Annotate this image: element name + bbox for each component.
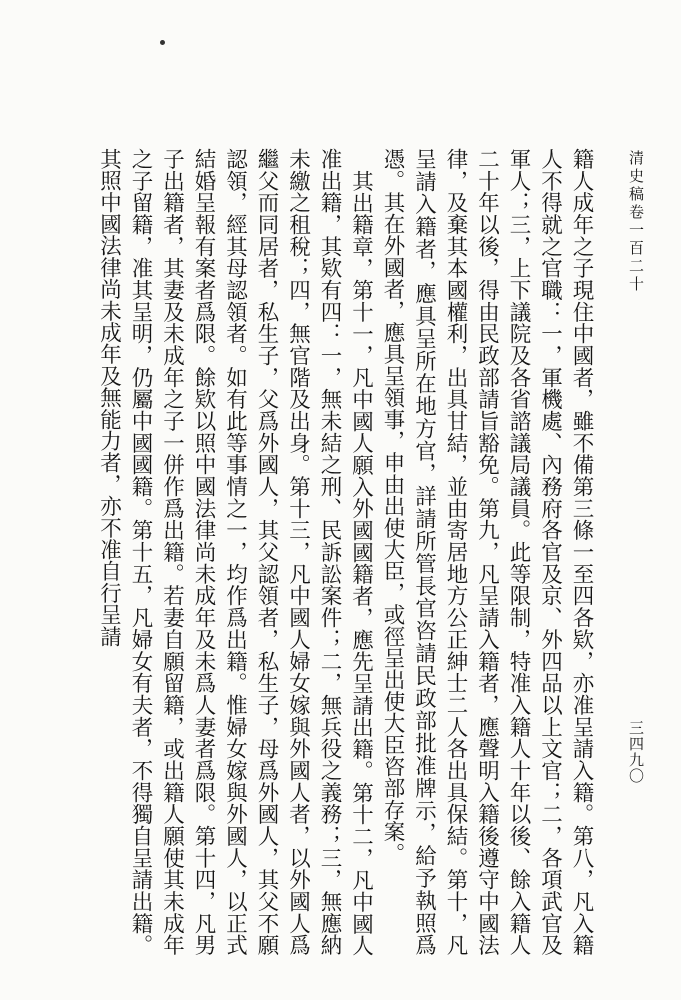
running-head: 清史稿卷一百二十 [627,150,645,294]
paragraph-naturalization: 籍人成年之子現住中國者，雖不備第三條一至四各欵，亦准呈請入籍。第八，凡入籍人不得就之官職：一，軍機處、內務府各官及京、外四品以上文官；二，各項武官及軍人；三，上下議院及各省諮議局議員。此等限制，特准入籍人十年以後、餘入籍人二十年以後，得由民政部請旨豁免。第九，凡呈請入籍者，應聲明入籍後遵守中國法律，及棄其本國權利，出具甘結，並由寄居地方公正紳士二人各出具保結。第十，凡呈請入籍者，應具呈所在地方官，詳請所管長官咨請民政部批准牌示，給予執照爲憑。其在外國者，應具呈領事，申由出使大臣，或徑呈出使大臣咨部存案。 [380,148,594,956]
body-text [77,148,597,956]
paragraph-expatriation: 其出籍章，第十一，凡中國人願入外國國籍者，應先呈請出籍。第十二，凡中國人准出籍，其欵有四：一，無未結之刑、民訴訟案件；二，無兵役之義務；三，無應納未繳之租稅；四，無官階及出身。第十三，凡中國人婦女嫁與外國人者，以外國人爲繼父而同居者，私生子，父爲外國人，其父認領者，私生子，母爲外國人，其父不願認領，經其母認領者。如有此等事情之一，均作爲出籍。惟婦女嫁與外國人，以正式結婚呈報有案者爲限。餘欵以照中國法律尚未成年及未爲人妻者爲限。第十四，凡男子出籍者，其妻及未成年之子一併作爲出籍。若妻自願留籍，或出籍人願使其未成年之子留籍，准其呈明，仍屬中國國籍。第十五，凡婦女有夫者，不得獨自呈請出籍。其照中國法律尚未成年及無能力者，亦不准自行呈請 [96,148,374,956]
page-number: 三四九〇 [627,720,645,784]
ink-speck [160,40,165,45]
